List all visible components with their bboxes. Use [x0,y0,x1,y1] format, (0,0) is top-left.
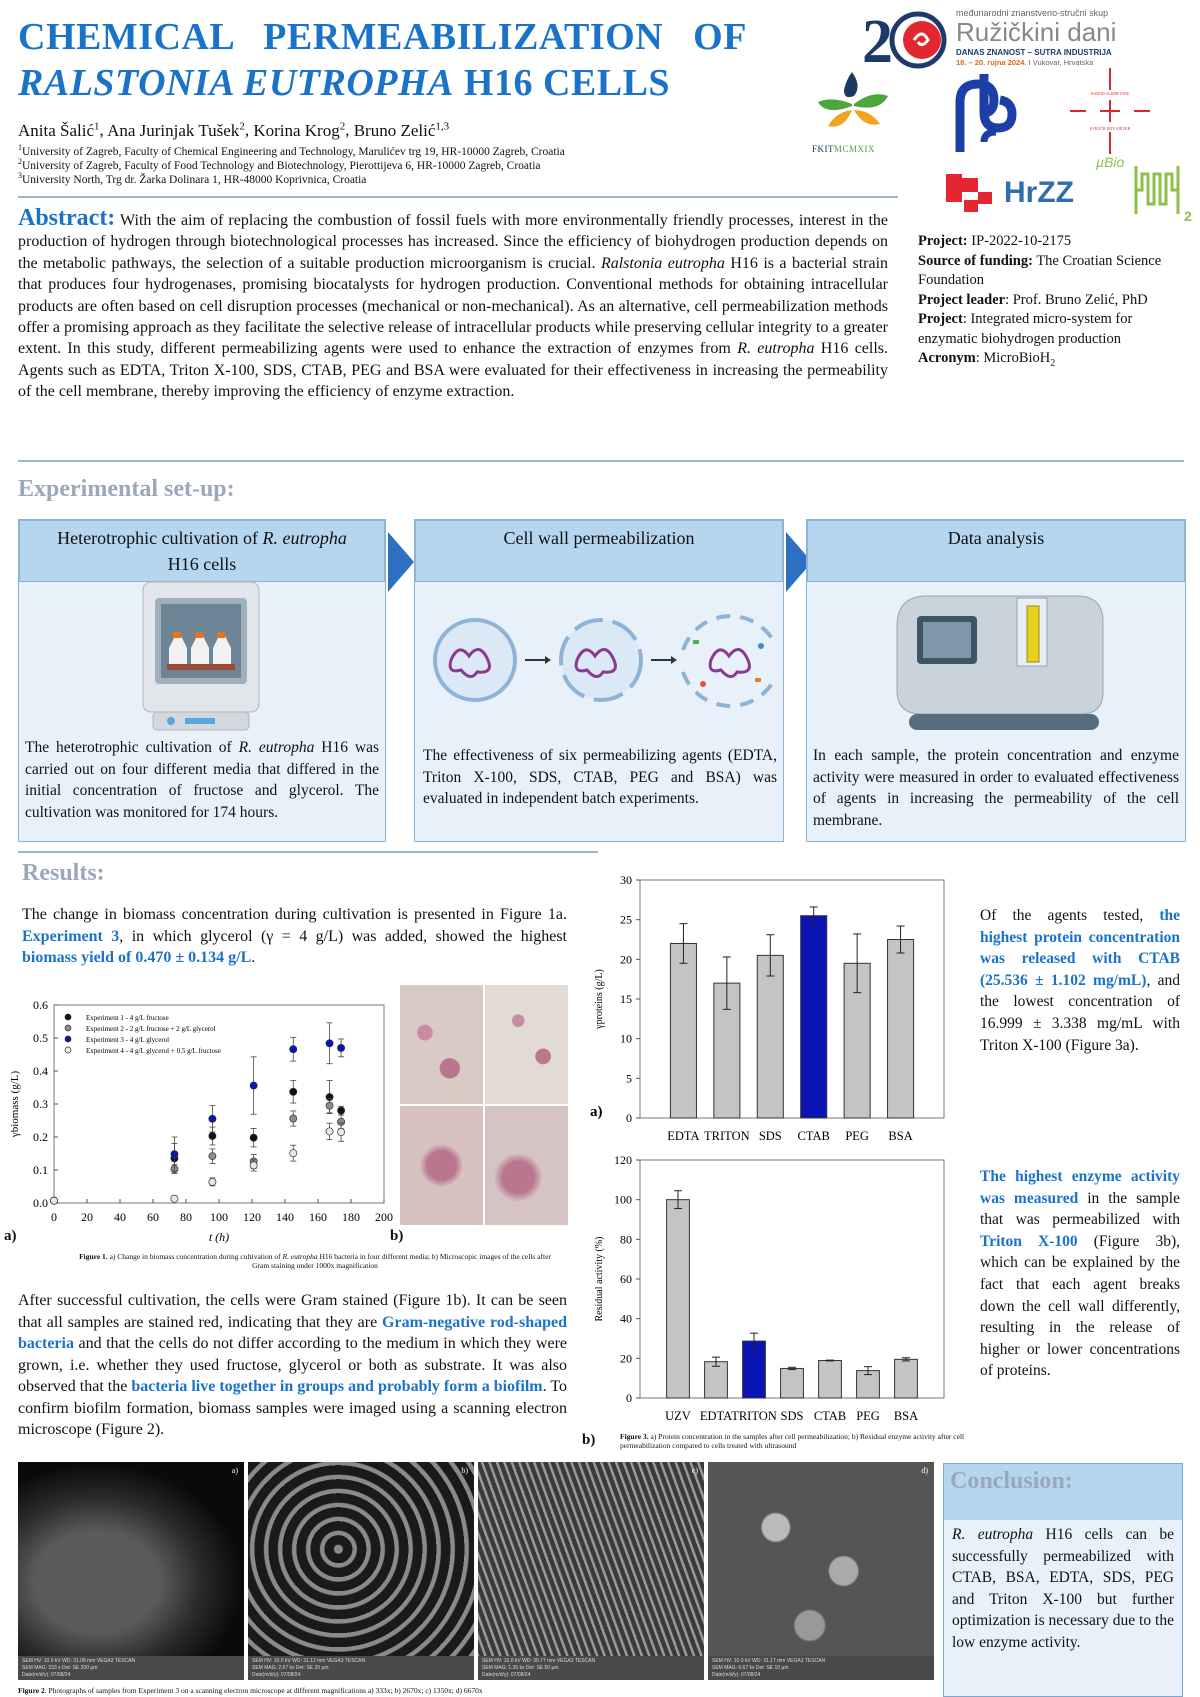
svg-text:SVEUČILIŠTE SJEVER: SVEUČILIŠTE SJEVER [1089,126,1131,131]
figure-3a-protein-chart [570,868,970,1148]
bar [888,940,914,1119]
x-tick-label: EDTA [699,1409,733,1420]
conference-tagline: DANAS ZNANOST – SUTRA INDUSTRIJA [956,48,1112,57]
x-tick-label: UZV [665,1409,691,1420]
conclusion-text: R. eutropha H16 cells can be successfully permeabilized with CTAB, BSA, EDTA, SDS, PEG and Triton X-100 but further optimization is necessary due to the low enzyme activity. [952,1526,1174,1651]
arrow-right-icon [388,532,414,592]
project-line: Project: IP-2022-10-2175 [918,233,1072,249]
x-tick-label: PEG [845,1129,869,1143]
sem-info-bar: SEM HV: 10.0 kV WD: 30.77 mm VEGA3 TESCAN SEM MAG: 1.35 kx Det: SE 50 µm Date(m/d/y): 07/08/24 [478,1656,704,1680]
data-point [290,1046,297,1053]
legend-marker [65,1025,71,1031]
results-paragraph-1: The change in biomass concentration during cultivation is presented in Figure 1a. Experiment 3, in which glycerol (γ = 4 g/L) was added, showed the highest biomass yield of 0.470 ± 0.134 g/L. [22,906,568,966]
sem-image [478,1462,704,1680]
sem-image [248,1462,474,1680]
step-permeabilization-title: Cell wall permeabilization [415,520,783,582]
conference-date: 18. – 20. rujna 2024. I Vukovar, Hrvatska [956,58,1094,67]
y-tick-label: 80 [620,1232,632,1247]
gram-stain-image [400,1106,483,1225]
x-tick-label: EDTA [667,1129,700,1143]
step-data-analysis-text: In each sample, the protein concentration and enzyme activity were measured in order to evaluated effectiveness of agents in increasing the permeability of the cell membrane. [813,747,1179,829]
y-tick-label: 100 [614,1192,632,1207]
sem-info-bar: SEM HV: 10.0 kV WD: 31.17 mm VEGA3 TESCAN SEM MAG: 6.67 kx Det: SE 10 µm Date(m/d/y): 07/08/24 [708,1656,934,1680]
x-tick-label: 180 [342,1210,360,1224]
legend-marker [65,1014,71,1020]
bar [801,916,827,1118]
sem-image-label: b) [461,1466,468,1475]
x-tick-label: BSA [893,1409,919,1420]
y-tick-label: 120 [614,1153,632,1167]
fkit-flower-icon [812,68,892,140]
sem-image-label: d) [921,1466,928,1475]
results-heading: Results: [22,860,105,886]
data-point [50,1197,57,1204]
legend-marker [65,1036,71,1042]
y-tick-label: 0.1 [33,1163,48,1177]
step-cultivation-text: The heterotrophic cultivation of R. eutropha H16 was carried out on four different media that differed in the initial concentration of fructose and glycerol. The cultivation was monitored for 174 hours. [25,739,379,821]
x-tick-label: CTAB [813,1409,847,1420]
data-point [209,1153,216,1160]
abstract-text-2: H16 is a bacterial strain that produces four hydrogenases, promising biocatalysts for hydrogen production. Conventional methods for obtaining intracellular products are often based on cell disruption processes (mechanical or non-mechanical). As an alternative, cell permeabilization methods offer a promising approach as they facilitate the selective release of intracellular products while preserving cellular integrity to a greater extent. In this study, different permeabilizing agents were used to enhance the extraction of enzymes from [18,254,889,358]
bar [819,1361,842,1398]
figure-1a-label: a) [4,1228,17,1244]
author-name: Korina Krog$^2$ [253,120,346,140]
x-tick-label: SDS [780,1409,804,1420]
bar [667,1200,690,1398]
x-tick-label: 60 [147,1210,159,1224]
y-tick-label: 0.3 [33,1097,48,1111]
title-line-1: CHEMICAL PERMEABILIZATION OF [18,16,747,58]
y-axis-label: γbiomass (g/L) [9,1070,21,1138]
step-data-analysis-title: Data analysis [807,520,1185,582]
step-data-analysis [806,519,1186,842]
conference-name: Ružičkini dani [956,17,1117,47]
y-axis-label: γproteins (g/L) [594,969,605,1029]
affiliation: $^3$University North, Trg dr. Žarka Dolinara 1, HR-48000 Koprivnica, Croatia [18,171,367,186]
protein-findings-text: Of the agents tested, the highest protein concentration was released with CTAB (25.536 ± 1.102 mg/mL), and the lowest concentration of 16.999 ± 3.338 mg/mL with Triton X-100 (Figure 3a). [980,907,1180,1054]
gram-stain-image [485,985,568,1104]
bar [705,1362,728,1398]
university-north-logo [1070,68,1150,154]
title-line-2 [18,60,747,106]
project-line: Source of funding: The Croatian Science Foundation [918,252,1162,288]
sem-image-label: c) [691,1466,698,1475]
abstract-text-3: H16 cells. Agents such as EDTA, Triton X-100, SDS, CTAB, PEG and BSA were evaluated for their effectiveness in increasing the permeability of the cell membrane, thereby improving the efficiency of enzyme extraction. [18,340,889,401]
setup-heading: Experimental set-up: [18,476,235,502]
project-line: Acronym: MicroBioH$_2$ [918,350,1056,369]
y-tick-label: 0 [626,1111,632,1125]
legend-label: Experiment 1 - 4 g/L fructose [86,1014,169,1022]
sem-image-label: a) [231,1466,238,1475]
sem-image [18,1462,244,1680]
y-tick-label: 60 [620,1272,632,1286]
abstract [18,205,889,403]
y-tick-label: 10 [620,1031,632,1046]
sem-image [708,1462,934,1680]
x-tick-label: TRITON [704,1129,750,1143]
figure-1b-label: b) [390,1228,404,1244]
pbf-emblem-icon [948,72,1018,162]
y-tick-label: 20 [620,952,632,967]
results-paragraph-2: After successful cultivation, the cells were Gram stained (Figure 1b). It can be seen that all samples are stained red, indicating that they are Gram-negative rod-shaped bacteria and that the cells do not differ according to the medium in which they were grown, i.e. whether they used fructose, glycerol or both as substrate. It was also observed that the bacteria live together in groups and probably form a biofilm. To confirm biofilm formation, biomass samples were imaged using a scanning electron microscope (Figure 2). [18,1292,568,1438]
legend-label: Experiment 2 - 2 g/L fructose + 2 g/L glycerol [86,1025,216,1033]
bar [781,1368,804,1398]
figure-2-caption: Figure 2. Photographs of samples from Experiment 3 on a scanning electron microscope at different magnifications a) 333x; b) 2670x; c) 1350x; d) 6670x [18,1686,483,1695]
figure-1b-micrographs [400,985,568,1225]
project-line: Project leader: Prof. Bruno Zelić, PhD [918,291,1148,308]
y-axis-label: Residual activity (%) [594,1236,605,1322]
svg-text:NAROD ALISREVINU: NAROD ALISREVINU [1090,91,1130,96]
x-tick-label: BSA [888,1129,913,1143]
y-tick-label: 30 [620,873,632,887]
bar [670,943,696,1118]
figure-3-caption: Figure 3. a) Protein concentration in the samples after cell permeabilization; b) Residual enzyme activity after cell permeabilization compared to cells treated with ultrasound [620,1432,965,1450]
data-point [326,1128,333,1135]
x-tick-label: TRITON [731,1409,777,1420]
abstract-organism-short: R. eutropha [737,340,815,358]
microbio-logo [1096,154,1196,230]
y-tick-label: 20 [620,1351,632,1366]
project-info [918,232,1188,373]
affiliation: $^1$University of Zagreb, Faculty of Chemical Engineering and Technology, Marulićev trg 19, HR-10000 Zagreb, Croatia [18,143,565,158]
microchannel-icon [1132,164,1192,226]
y-tick-label: 0.4 [33,1064,48,1078]
bar [757,955,783,1118]
y-tick-label: 0.2 [33,1130,48,1144]
data-point [290,1150,297,1157]
figure-1a-biomass-chart [0,975,400,1245]
conclusion-box [943,1463,1183,1697]
data-point [250,1134,257,1141]
data-point [290,1115,297,1122]
y-tick-label: 0 [626,1391,632,1405]
data-point [250,1162,257,1169]
x-tick-label: PEG [856,1409,880,1420]
hrzz-logo [942,170,1092,220]
data-point [326,1040,333,1047]
step-cultivation-title: Heterotrophic cultivation of R. eutropha H16 cells [19,520,385,582]
plot-frame [54,1005,384,1203]
legend-label: Experiment 3 - 4 g/L glycerol [86,1036,170,1044]
figure-3b-activity-chart [570,1150,970,1420]
gram-stain-image [485,1106,568,1225]
legend-label: Experiment 4 - 4 g/L glycerol + 0.5 g/L fructose [86,1047,221,1055]
data-point [338,1107,345,1114]
y-tick-label: 5 [626,1071,632,1086]
bar [743,1341,766,1398]
x-tick-label: SDS [758,1129,782,1143]
svg-text:2: 2 [862,8,893,72]
x-tick-label: 120 [243,1210,261,1224]
data-point [290,1088,297,1095]
x-tick-label: 100 [210,1210,228,1224]
microbio-subscript: 2 [1184,208,1192,224]
abstract-organism: Ralstonia eutropha [600,254,725,272]
x-tick-label: 160 [309,1210,327,1224]
conference-subtitle: međunarodni znanstveno-stručni skup [956,8,1109,18]
data-point [338,1044,345,1051]
pbf-logo [948,72,1018,162]
step-permeabilization-text: The effectiveness of six permeabilizing agents (EDTA, Triton X-100, SDS, CTAB, PEG and BSA) was evaluated in independent batch experiments. [423,747,777,807]
sem-info-bar: SEM HV: 10.0 kV WD: 31.12 mm VEGA3 TESCAN SEM MAG: 2.67 kx Det: SE 20 µm Date(m/d/y): 07/08/24 [248,1656,474,1680]
conference-logo [862,6,1192,72]
x-tick-label: 20 [81,1210,93,1224]
data-point [338,1128,345,1135]
project-line: Project: Integrated micro-system for enzymatic biohydrogen production [918,311,1133,347]
y-tick-label: 25 [620,912,632,927]
abstract-divider [18,460,1184,462]
data-point [209,1132,216,1139]
data-point [209,1115,216,1122]
x-tick-label: 0 [51,1210,57,1224]
cell-disruption-diagram-icon [421,610,779,710]
fkit-logo [812,68,892,158]
x-tick-label: CTAB [797,1129,830,1143]
north-cross-icon [1070,68,1150,154]
affiliation: $^2$University of Zagreb, Faculty of Food Technology and Biotechnology, Pierottijeva 6, HR-10000 Zagreb, Croatia [18,157,541,172]
data-point [209,1178,216,1185]
author-name: Ana Jurinjak Tušek$^2$ [107,120,245,140]
step-permeabilization [414,519,784,842]
author-name: Bruno Zelić$^{1,3}$ [353,120,450,140]
x-tick-label: 80 [180,1210,192,1224]
spectrophotometer-icon [877,586,1117,736]
gram-stain-image [400,985,483,1104]
header-divider [18,196,898,198]
data-point [250,1082,257,1089]
fkit-wordmark: FKITMCMXIX [812,144,876,154]
y-tick-label: 0.0 [33,1196,48,1210]
incubator-shaker-icon [137,576,265,736]
microbio-wordmark: µBio [1096,154,1125,170]
data-point [171,1151,178,1158]
y-tick-label: 15 [620,992,632,1006]
data-point [326,1102,333,1109]
hrzz-wordmark: HrZZ [1004,176,1074,209]
legend-marker [65,1047,71,1053]
y-tick-label: 0.6 [33,998,48,1012]
x-tick-label: 40 [114,1210,126,1224]
enzyme-activity-findings-text: The highest enzyme activity was measured in the sample that was permeabilized with Triton X-100 (Figure 3b), which can be explained by the fact that each agent breaks down the cell wall differently, resulting in the release of higher or lower concentrations of proteins. [980,1168,1180,1380]
y-tick-label: 0.5 [33,1031,48,1045]
setup-divider [18,851,598,853]
data-point [171,1195,178,1202]
authors: Anita Šalić$^1$, Ana Jurinjak Tušek$^2$, Korina Krog$^2$, Bruno Zelić$^{1,3}$ [18,120,450,140]
figure-3b-label: b) [582,1432,596,1448]
author-name: Anita Šalić$^1$ [18,120,100,140]
title-organism: RALSTONIA EUTROPHA [18,62,454,104]
step-cultivation [18,519,386,842]
poster-title [18,14,747,106]
y-tick-label: 40 [620,1311,632,1326]
hrzz-checker-icon [942,170,1002,214]
sem-info-bar: SEM HV: 10.0 kV WD: 31.08 mm VEGA3 TESCAN SEM MAG: 333 x Det: SE 200 µm Date(m/d/y): 07/08/24 [18,1656,244,1680]
abstract-heading: Abstract: [18,205,116,231]
title-strain: H16 CELLS [453,62,671,104]
x-axis-label: t (h) [208,1230,230,1244]
figure-3a-label: a) [590,1104,603,1120]
figure-1-caption: Figure 1. a) Change in biomass concentration during cultivation of R. eutropha H16 bacteria in four different media; b) Microscopic images of the cells after Gram staining under 1000x magnification [79,1252,551,1270]
abstract-text-1: With the aim of replacing the combustion of fossil fuels with more environmentally friendly processes, interest in the production of hydrogen through biotechnological processes has increased. Since the efficiency of biohydrogen production depends on the metabolic pathways, the selection of a suitable production microorganism is crucial. [18,212,888,272]
bar [895,1359,918,1398]
x-tick-label: 200 [375,1210,393,1224]
conclusion-heading: Conclusion: [944,1464,1182,1520]
x-tick-label: 140 [276,1210,294,1224]
